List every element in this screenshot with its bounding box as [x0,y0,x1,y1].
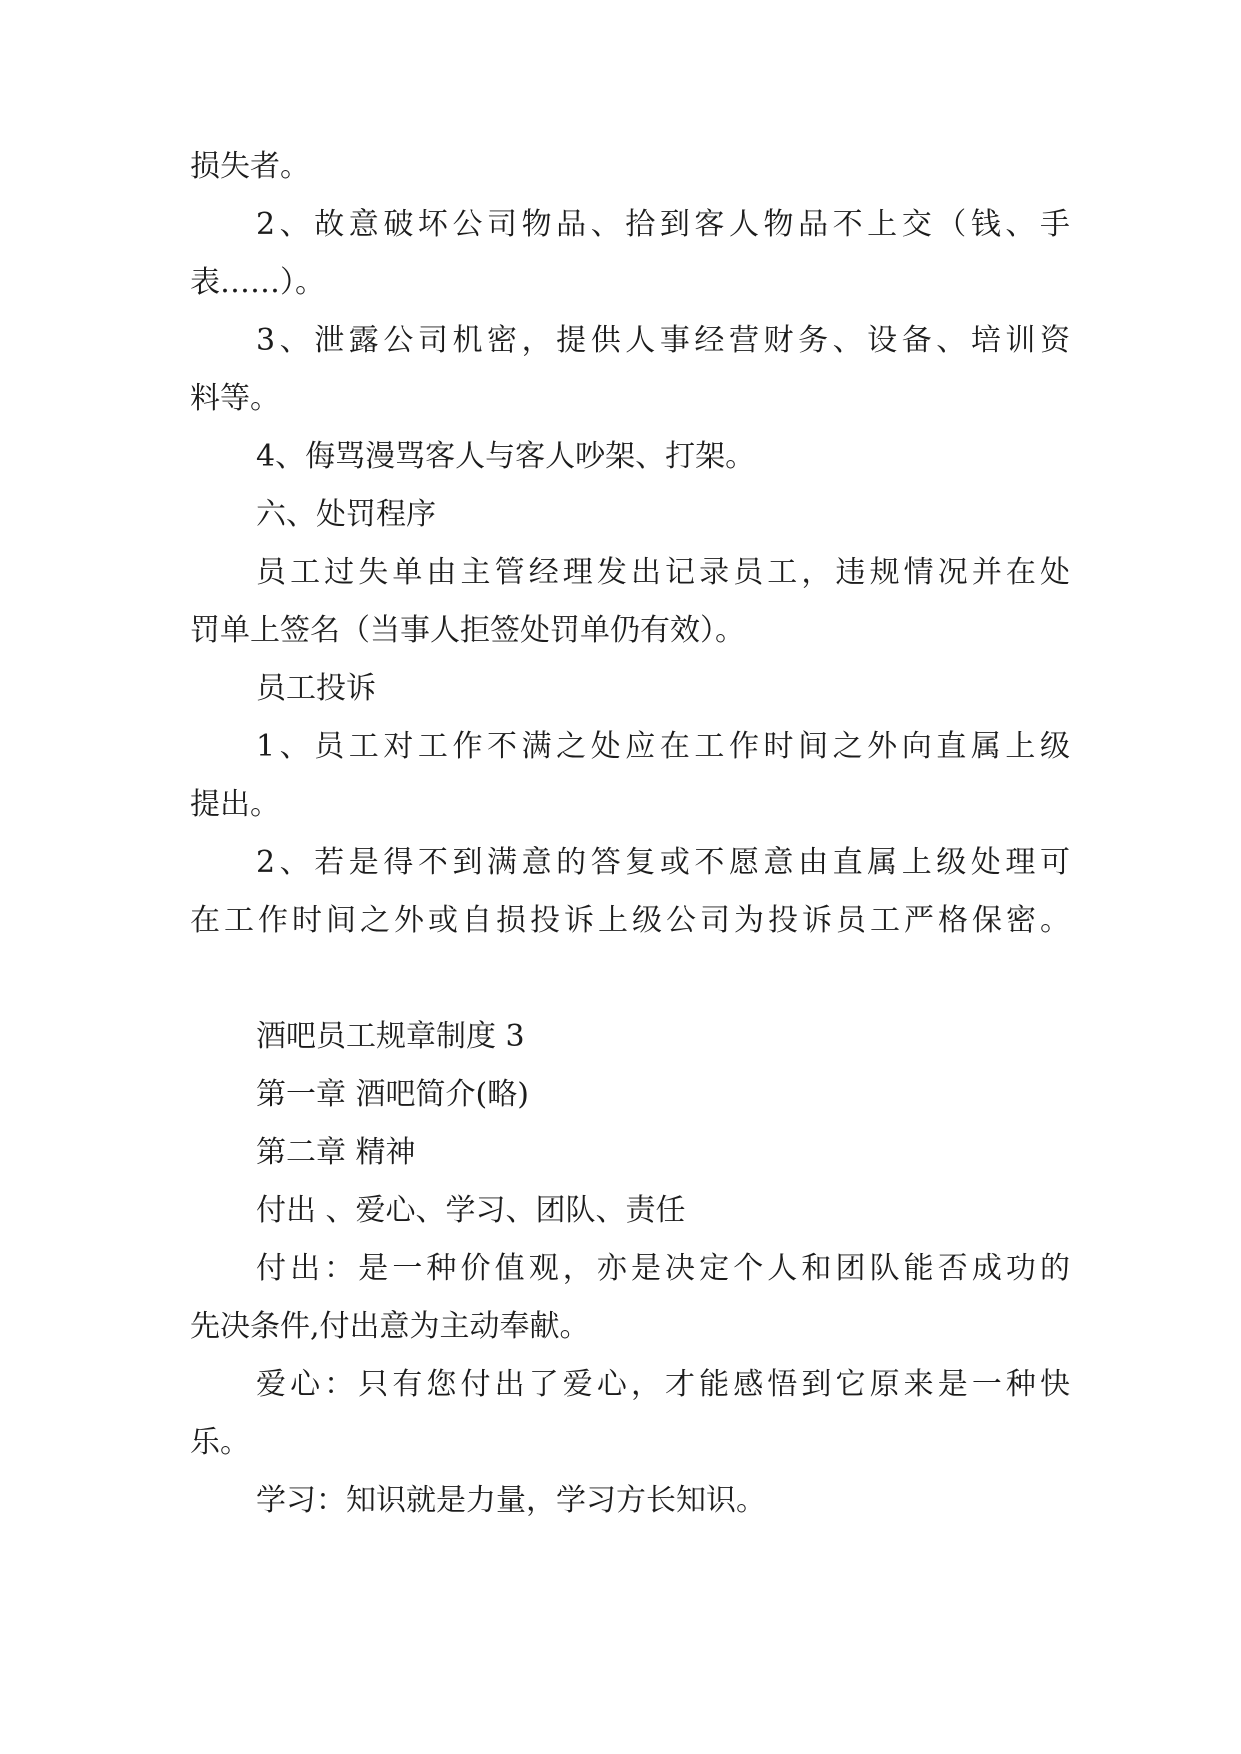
chapter-heading: 第一章 酒吧简介(略) [256,1077,529,1112]
body-line: 表……）。 [190,265,325,300]
body-line: 4、侮骂漫骂客人与客人吵架、打架。 [256,439,756,474]
section-heading: 员工投诉 [256,671,376,706]
body-line: 学习：知识就是力量，学习方长知识。 [256,1483,766,1518]
body-line: 料等。 [190,381,280,416]
body-line: 提出。 [190,787,280,822]
document-title: 酒吧员工规章制度 3 [256,1019,525,1054]
body-line: 先决条件,付出意为主动奉献。 [190,1309,590,1344]
body-line: 付出 、爱心、学习、团队、责任 [256,1193,686,1228]
body-line: 在工作时间之外或自损投诉上级公司为投诉员工严格保密。 [190,903,1070,938]
body-line: 爱心：只有您付出了爱心，才能感悟到它原来是一种快 [256,1367,1070,1402]
section-heading: 六、处罚程序 [256,497,436,532]
body-line: 2、若是得不到满意的答复或不愿意由直属上级处理可 [256,845,1070,880]
body-line: 2、故意破坏公司物品、拾到客人物品不上交（钱、手 [256,207,1070,242]
body-line: 乐。 [190,1425,250,1460]
chapter-heading: 第二章 精神 [256,1135,416,1170]
body-line: 1、员工对工作不满之处应在工作时间之外向直属上级 [256,729,1070,764]
body-line: 损失者。 [190,149,310,184]
body-line: 付出：是一种价值观，亦是决定个人和团队能否成功的 [256,1251,1070,1286]
body-line: 3、泄露公司机密，提供人事经营财务、设备、培训资 [256,323,1070,358]
body-line: 罚单上签名（当事人拒签处罚单仍有效）。 [190,613,745,648]
body-line: 员工过失单由主管经理发出记录员工，违规情况并在处 [256,555,1070,590]
